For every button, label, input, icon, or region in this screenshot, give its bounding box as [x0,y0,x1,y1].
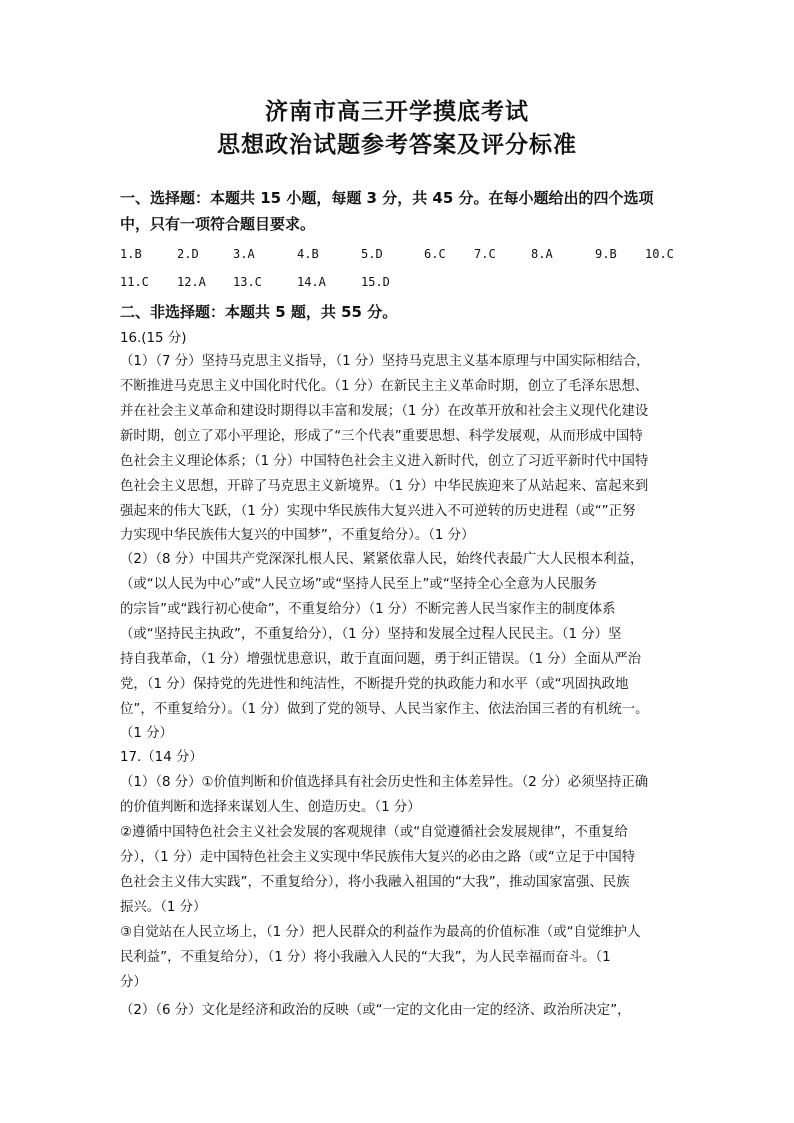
q16-p1-line: 色社会主义思想，开辟了马克思主义新境界。（1 分）中华民族迎来了从站起来、富起来到 [120,479,649,494]
q17-label: 17.（14 分） [120,750,203,765]
q16-p1-line: 不断推进马克思主义中国化时代化。（1 分）在新民主主义革命时期，创立了毛泽东思想、 [120,379,649,394]
section2-heading: 二、非选择题：本题共 5 题，共 55 分。 [120,303,398,321]
answer-item: 6.C [424,247,446,261]
q16-p2-line: 的宗旨”或“践行初心使命”，不重复给分）（1 分）不断完善人民当家作主的制度体系 [120,602,616,617]
q17-p1-line: ②遵循中国特色社会主义社会发展的客观规律（或“自觉遵循社会发展规律”，不重复给 [120,825,628,840]
q17-p1-line: 分），（1 分）走中国特色社会主义实现中华民族伟大复兴的必由之路（或“立足于中国特 [120,850,636,865]
q16-label: 16.(15 分) [120,331,187,346]
answer-item: 9.B [595,247,617,261]
answer-item: 3.A [233,247,255,261]
q16-p1-line: 并在社会主义革命和建设时期得以丰富和发展；（1 分）在改革开放和社会主义现代化建设 [120,404,649,419]
q16-p1-line: 色社会主义理论体系；（1 分）中国特色社会主义进入新时代，创立了习近平新时代中国特 [120,454,649,469]
q16-p2-line: （或“以人民为中心”或“人民立场”或“坚持人民至上”或“坚持全心全意为人民服务 [120,577,598,592]
q17-p1-line: ③自觉站在人民立场上，（1 分）把人民群众的利益作为最高的价值标准（或“自觉维护人 [120,925,641,940]
q17-p1-line: （1）（8 分）①价值判断和价值选择具有社会历史性和主体差异性。（2 分）必须坚持正确 [120,775,649,790]
answer-item: 5.D [361,247,383,261]
q17-p1-line: 振兴。（1 分） [120,900,207,915]
q16-p2-line: （1 分） [120,726,173,741]
q17-p1-line: 民利益”，不重复给分），（1 分）将小我融入人民的“大我”，为人民幸福而奋斗。（1 [120,950,611,965]
answer-item: 2.D [177,247,199,261]
answer-item: 1.B [120,247,142,261]
page-subtitle: 思想政治试题参考答案及评分标准 [217,132,577,158]
q16-p1-line: （1）（7 分）坚持马克思主义指导，（1 分）坚持马克思主义基本原理与中国实际相结合， [120,354,650,369]
answer-item: 8.A [531,247,553,261]
answer-item: 12.A [177,275,206,289]
q16-p2-line: （或“坚持民主执政”，不重复给分），（1 分）坚持和发展全过程人民民主。（1 分）坚 [120,627,622,642]
q17-p1-line: 的价值判断和选择来谋划人生、创造历史。（1 分） [120,800,421,815]
page-title: 济南市高三开学摸底考试 [265,99,529,125]
answer-item: 13.C [233,275,262,289]
q16-p2-line: （2）（8 分）中国共产党深深扎根人民、紧紧依靠人民，始终代表最广大人民根本利益， [120,552,644,567]
q17-p2-line: （2）（6 分）文化是经济和政治的反映（或“一定的文化由一定的经济、政治所决定”， [120,1003,631,1018]
q16-p1-line: 强起来的伟大飞跃，（1 分）实现中华民族伟大复兴进入不可逆转的历史进程（或“”正努 [120,504,636,519]
q16-p2-line: 持自我革命，（1 分）增强忧患意识，敢于直面问题，勇于纠正错误。（1 分）全面从严治 [120,652,641,667]
answer-item: 4.B [297,247,319,261]
q16-p1-line: 新时期，创立了邓小平理论，形成了“三个代表”重要思想、科学发展观，从而形成中国特 [120,429,643,444]
answer-item: 7.C [474,247,496,261]
answer-item: 15.D [361,275,390,289]
q16-p2-line: 位”，不重复给分）。（1 分）做到了党的领导、人民当家作主、依法治国三者的有机统一。 [120,702,649,717]
answer-item: 11.C [120,275,149,289]
q16-p2-line: 党，（1 分）保持党的先进性和纯洁性，不断提升党的执政能力和水平（或“巩固执政地 [120,677,629,692]
section1-heading-line1: 一、选择题：本题共 15 小题，每题 3 分，共 45 分。在每小题给出的四个选项 [120,189,654,207]
answer-item: 10.C [645,247,674,261]
q16-p1-line: 力实现中华民族伟大复兴的中国梦”，不重复给分）。（1 分） [120,528,475,543]
q17-p1-line: 分） [120,975,147,990]
section1-heading-line2: 中，只有一项符合题目要求。 [120,215,316,233]
q17-p1-line: 色社会主义伟大实践”，不重复给分），将小我融入祖国的“大我”，推动国家富强、民族 [120,875,630,890]
answer-item: 14.A [297,275,326,289]
